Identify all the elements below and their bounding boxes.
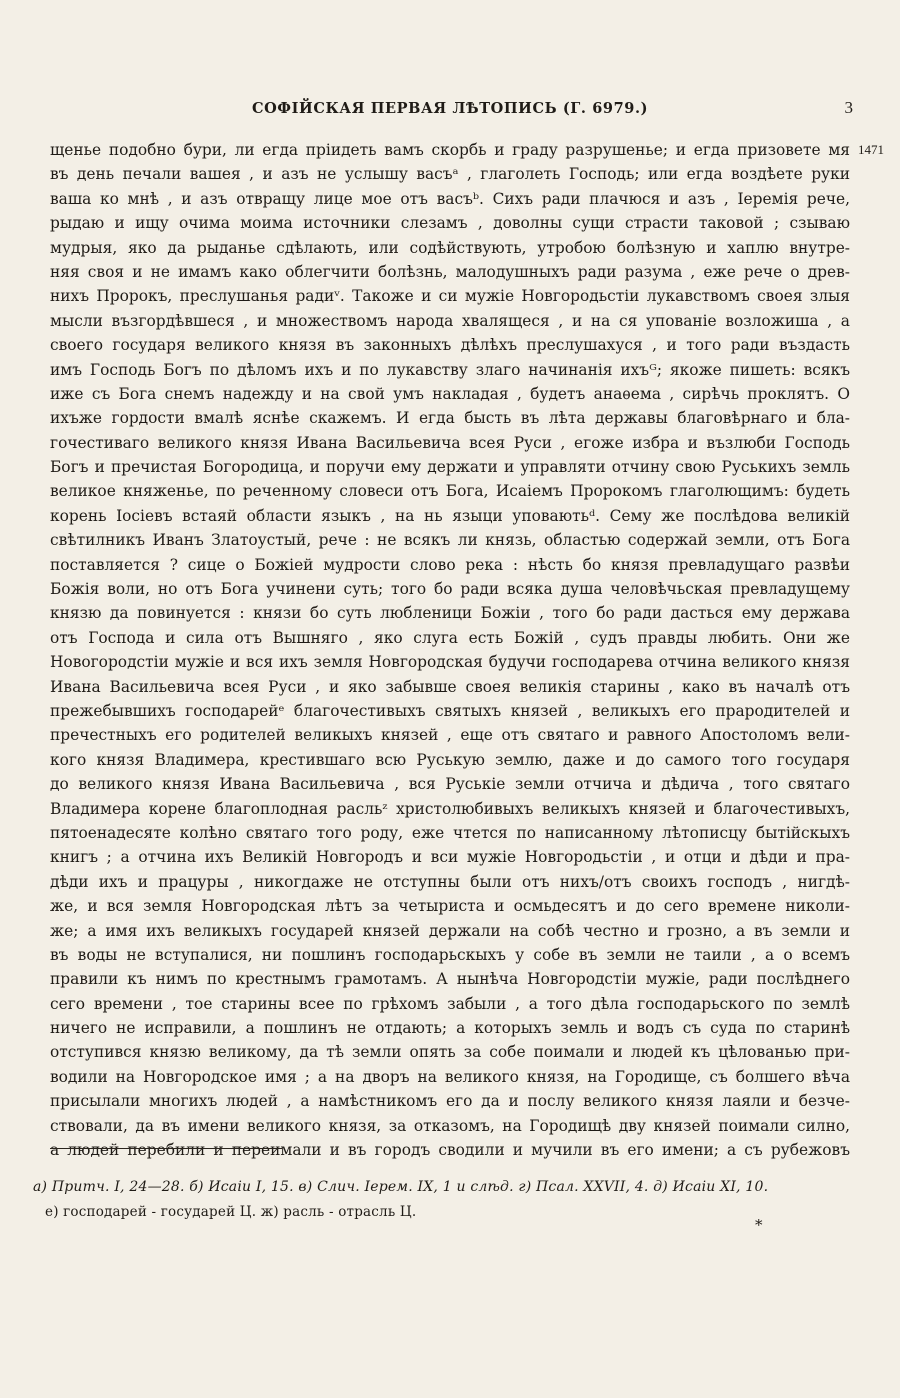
text-line: отъ Господа и сила отъ Вышняго , яко слуга есть Божій , судъ правды любить. Они же bbox=[50, 628, 850, 647]
text-line: Ивана Васильевича всея Руси , и яко забывше своея великія старины , како въ началѣ отъ bbox=[50, 677, 850, 696]
text-line: Богъ и пречистая Богородица, и поручи ему держати и управляти отчину свою Руськихъ земль bbox=[50, 458, 850, 477]
text-line: имъ Господь Богъ по дѣломъ ихъ и по лукавству злаго начинанія ихъᴳ; якоже пишеть: всякъ bbox=[50, 360, 850, 379]
text-line: корень Іосіевъ встаяй области языкъ , на нь языци уповаютьᵈ. Сему же послѣдова великій bbox=[50, 506, 850, 525]
text-line: князю да повинуется : князи бо суть любленици Божіи , того бо ради дасться ему держава bbox=[50, 604, 850, 623]
text-line: рыдаю и ищу очима моима источники слезамъ , доволны сущи страсти таковой ; сзываю bbox=[50, 214, 850, 233]
margin-year: 1471 bbox=[858, 142, 884, 157]
text-line: пречестныхъ его родителей великыхъ князей , еще отъ святаго и равного Апостоломъ вели- bbox=[50, 726, 850, 745]
text-line: ствовали, да въ имени великого князя, за отказомъ, на Городищѣ дву князей поимали силно, bbox=[50, 1116, 850, 1135]
text-line: своего государя великого князя въ законныхъ дѣлѣхъ преслушахуся , и того ради въздасть bbox=[50, 336, 850, 355]
text-line: дѣди ихъ и працуры , никогдаже не отступны были отъ нихъ/отъ своихъ господъ , нигдѣ- bbox=[50, 872, 850, 891]
text-line: сего времени , тое старины всее по грѣхомъ забыли , а того дѣла господарьского по землѣ bbox=[50, 994, 850, 1013]
text-line: же; а имя ихъ великыхъ государей князей держали на собѣ честно и грозно, а въ земли и bbox=[50, 921, 850, 940]
text-line: кого князя Владимера, крестившаго всю Руськую землю, даже и до самого того государя bbox=[50, 750, 850, 769]
text-line: ихъже гордости вмалѣ яснѣе скажемъ. И егда бысть въ лѣта державы благовѣрнаго и бла- bbox=[50, 409, 850, 428]
text-line: а людей перебили и переимали и въ городъ сводили и мучили въ его имени; а съ рубежовъ bbox=[50, 1141, 850, 1160]
text-line: книгъ ; а отчина ихъ Великій Новгородъ и вси мужіе Новгородьстіи , и отци и дѣди и пра- bbox=[50, 848, 850, 867]
text-line: въ воды не вступалися, ни пошлинъ господарьскыхъ у собе въ земли не таили , а о всемъ bbox=[50, 945, 850, 964]
text-line: гочестиваго великого князя Ивана Васильевича всея Руси , егоже избра и възлюби Господь bbox=[50, 433, 850, 452]
page-header bbox=[0, 100, 900, 124]
text-line: Новогородстіи мужіе и вся ихъ земля Новгородская будучи господарева отчина великого князя bbox=[50, 653, 850, 672]
text-line: прежебывшихъ господарейᵉ благочестивыхъ святыхъ князей , великыхъ его прародителей и bbox=[50, 701, 850, 720]
text-line: правили къ нимъ по крестнымъ грамотамъ. А нынѣча Новгородстіи мужіе, ради послѣднего bbox=[50, 970, 850, 989]
body-text bbox=[50, 138, 884, 1162]
text-line: присылали многихъ людей , а намѣстникомъ его да и послу великого князя лаяли и безче- bbox=[50, 1092, 850, 1111]
text-line: свѣтилникъ Иванъ Златоустый, рече : не всякъ ли князь, областью содержай земли, отъ Бога bbox=[50, 531, 850, 550]
page-number: 3 bbox=[844, 98, 853, 117]
text-line: Владимера корене благоплодная расльᶻ христолюбивыхъ великыхъ князей и благочестивыхъ, bbox=[50, 799, 850, 818]
text-line: мысли възгордѣвшеся , и множествомъ народа хвалящеся , и на ся упованіе возложиша , а bbox=[50, 311, 850, 330]
footnotes bbox=[33, 1175, 863, 1225]
text-line: мудрыя, яко да рыданье сдѣлають, или содѣйствують, утробою болѣзную и хаплю внутре- bbox=[50, 238, 850, 257]
text-line: водили на Новгородское имя ; а на дворъ на великого князя, на Городище, съ болшего вѣча bbox=[50, 1067, 850, 1086]
text-line: отступився князю великому, да тѣ земли опять за собе поимали и людей къ цѣлованью при- bbox=[50, 1043, 850, 1062]
text-line: великое княженье, по реченному словеси отъ Бога, Исаіемъ Пророкомъ глаголющимъ: будеть bbox=[50, 482, 850, 501]
footnote-rule bbox=[50, 1148, 282, 1149]
text-line: ваша ко мнѣ , и азъ отвращу лице мое отъ васъᵇ. Сихъ ради плачюся и азъ , Іеремія рече, bbox=[50, 189, 850, 208]
running-title: СОФІЙСКАЯ ПЕРВАЯ ЛѢТОПИСЬ (Г. 6979.) bbox=[251, 100, 649, 117]
text-line: нихъ Пророкъ, преслушанья радиᵛ. Такоже и си мужіе Новгородьстіи лукавствомъ своея злыя bbox=[50, 287, 850, 306]
text-line: въ день печали вашея , и азъ не услышу васъᵃ , глаголеть Господь; или егда воздѣете руки bbox=[50, 165, 850, 184]
text-line: же, и вся земля Новгородская лѣтъ за четыриста и осмьдесятъ и до сего времене николи- bbox=[50, 897, 850, 916]
text-line: Божія воли, но отъ Бога учинени суть; того бо ради всяка душа человѣчьская превладущему bbox=[50, 580, 850, 599]
text-line: ничего не исправили, а пошлинъ не отдають; а которыхъ земль и водъ съ суда по старинѣ bbox=[50, 1019, 850, 1038]
text-line: щенье подобно бури, ли егда пріидеть вамъ скорбь и граду разрушенье; и егда призовете мя 1471 bbox=[50, 138, 850, 162]
footnote-line: е) господарей - государей Ц. ж) расль - отрасль Ц. bbox=[45, 1204, 417, 1220]
text-line: пятоенадесяте колѣно святаго того роду, еже чтется по написанному лѣтописцу бытійскыхъ bbox=[50, 823, 850, 842]
text-line: до великого князя Ивана Васильевича , вся Руськіе земли отчича и дѣдича , того святаго bbox=[50, 775, 850, 794]
footnote-line: а) Притч. I, 24—28. б) Исаіи I, 15. в) Слич. Іерем. IX, 1 и слѣд. г) Псал. XXVII, 4. д) Исаіи XI, 10. bbox=[33, 1179, 769, 1195]
text-line: иже съ Бога снемъ надежду и на свой умъ накладая , будетъ анаѳема , сирѣчь проклятъ. О bbox=[50, 384, 850, 403]
text-line: няя своя и не имамъ како облегчити болѣзнь, малодушныхъ ради разума , еже рече о древ- bbox=[50, 262, 850, 281]
signature-mark: * bbox=[755, 1216, 763, 1234]
text-line: поставляется ? сице о Божіей мудрости слово река : нѣсть бо князя превладущаго развѣи bbox=[50, 555, 850, 574]
